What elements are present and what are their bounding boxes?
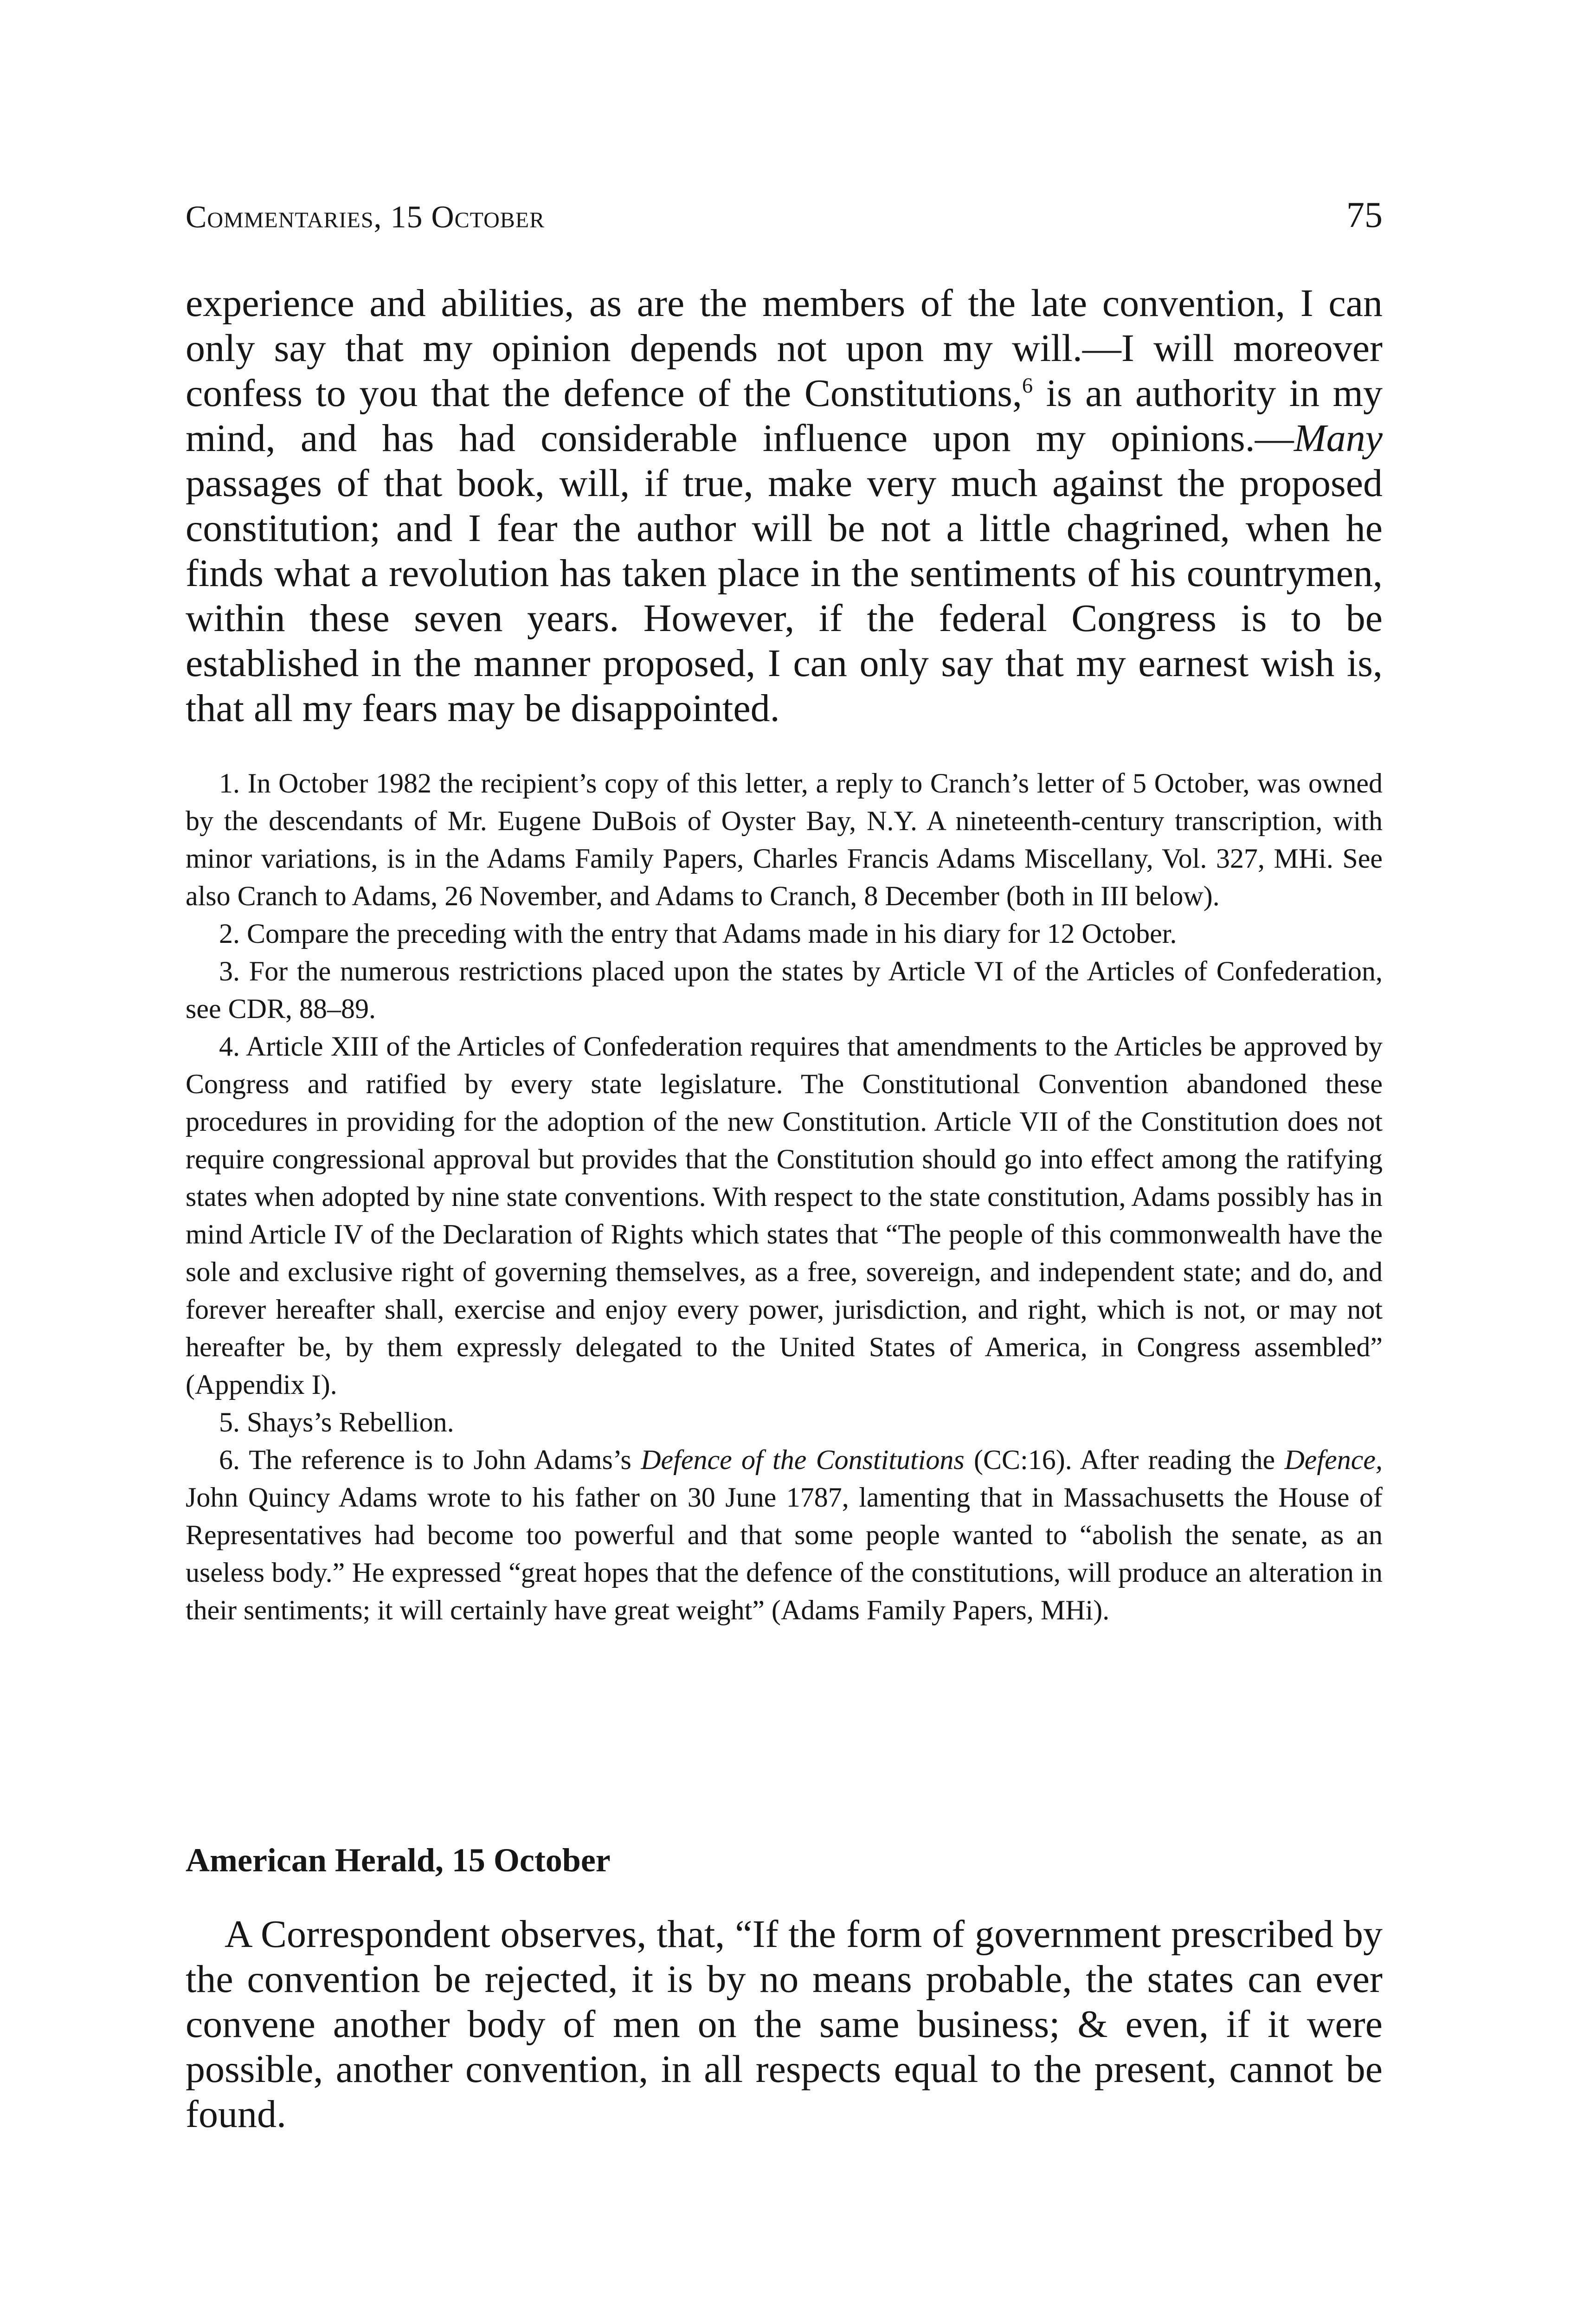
footnote-4: 4. Article XIII of the Articles of Confederation requires that amendments to the Articles be approved by Congress and ratified by every state legislature. The Constitutional Convention abandoned these procedures in providing for the adoption of the new Constitution. Article VII of the Constitution does not require congressional approval but provides that the Constitution should go into effect among the ratifying states when adopted by nine state conventions. With respect to the state constitution, Adams possibly has in mind Article IV of the Declaration of Rights which states that “The people of this commonwealth have the sole and exclusive right of governing themselves, as a free, sovereign, and independent state; and do, and forever hereafter shall, exercise and enjoy every power, jurisdiction, and right, which is not, or may not hereafter be, by them expressly delegated to the United States of America, in Congress assembled” (Appendix I). — [186, 1031, 1383, 1400]
body-text-part-2: is an authority in my mind, and has had considerable influence upon my opinions.— — [186, 372, 1383, 460]
running-head — [186, 194, 1383, 236]
footnote-2: 2. Compare the preceding with the entry that Adams made in his diary for 12 October. — [219, 918, 1177, 949]
footnote-3: 3. For the numerous restrictions placed upon the states by Article VI of the Articles of Confederation, see CDR, 88–89. — [186, 956, 1383, 1024]
footnote-1: 1. In October 1982 the recipient’s copy of this letter, a reply to Cranch’s letter of 5 October, was owned by the descendants of Mr. Eugene DuBois of Oyster Bay, N.Y. A nineteenth-century transcription, with minor variations, is in the Adams Family Papers, Charles Francis Adams Miscellany, Vol. 327, MHi. See also Cranch to Adams, 26 November, and Adams to Cranch, 8 December (both in III below). — [186, 768, 1383, 911]
footnotes — [186, 765, 1383, 1629]
footnote-6-title: Defence of the Constitutions — [641, 1444, 965, 1475]
footnote-5: 5. Shays’s Rebellion. — [219, 1407, 454, 1437]
body-text-part-1: experience and abilities, as are the members of the late convention, I can only say that my opinion depends not upon my will.—I will moreover confess to you that the defence of the Constitutions, — [186, 282, 1383, 415]
body-emphasis: Many — [1294, 417, 1383, 460]
body-text-part-3: passages of that book, will, if true, make very much against the proposed constitution; and I fear the author will be not a little chagrined, when he finds what a revolution has taken place in the sentiments of his countrymen, within these seven years. However, if the federal Congress is to be established in the manner proposed, I can only say that my earnest wish is, that all my fears may be disappointed. — [186, 462, 1383, 730]
footnote-reference-6: 6 — [1022, 374, 1033, 397]
footnote-6-part-1: 6. The reference is to John Adams’s — [219, 1444, 641, 1475]
running-title — [186, 199, 545, 235]
running-title-date: 15 — [390, 199, 423, 234]
footnote-6-part-3: John Quincy Adams wrote to his father on 30 June 1787, lamenting that in Massachusetts the House of Representatives had become too powerful and that some people wanted to “abolish the senate, as an useless body.” He expressed “great hopes that the defence of the constitutions, will produce an alteration in their sentiments; it will certainly have great weight” (Adams Family Papers, MHi). — [186, 1482, 1383, 1625]
running-title-month: October — [431, 199, 545, 234]
section-paragraph: A Correspondent observes, that, “If the form of government prescribed by the convention be rejected, it is by no means probable, the states can ever convene another body of men on the same business; & even, if it were possible, another convention, in all respects equal to the present, cannot be found. — [186, 1913, 1383, 2136]
page-number: 75 — [1346, 194, 1383, 235]
section-heading: American Herald, 15 October — [186, 1842, 611, 1879]
letter-body-paragraph — [186, 281, 1383, 731]
running-title-first: Commentaries, — [186, 199, 382, 234]
footnote-6 — [186, 1441, 1383, 1629]
footnote-6-part-2: (CC:16). After reading the — [964, 1444, 1285, 1475]
footnote-6-short-title: Defence, — [1284, 1444, 1383, 1475]
